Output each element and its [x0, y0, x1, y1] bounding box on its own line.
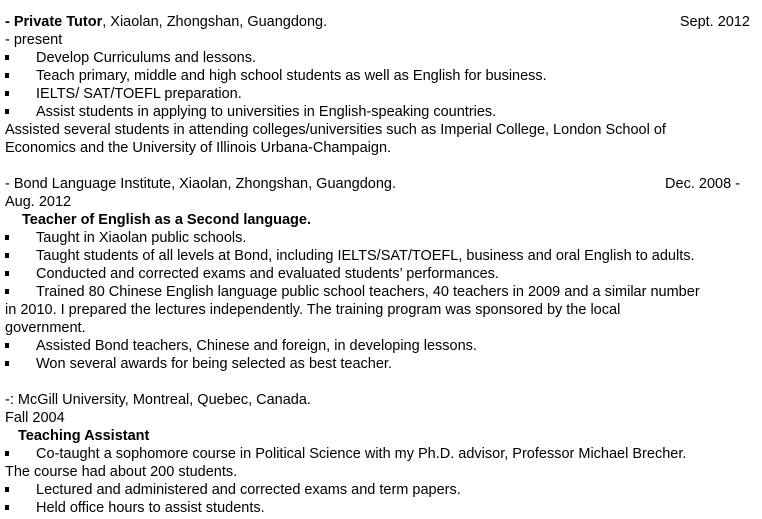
- list-item-text: Develop Curriculums and lessons.: [36, 50, 257, 66]
- bullet-icon: [5, 505, 9, 510]
- list-item-text: Conducted and corrected exams and evaluated students’ performances.: [36, 266, 499, 282]
- list-item-text: Co-taught a sophomore course in Political Science with my Ph.D. advisor, Professor Michael Brecher.: [36, 446, 687, 462]
- bullet-icon: [5, 271, 9, 276]
- bullet-icon: [5, 109, 9, 114]
- list-item-text: IELTS/ SAT/TOEFL preparation.: [36, 86, 242, 102]
- bullet-icon: [5, 289, 9, 294]
- bullet-icon: [5, 55, 9, 60]
- bullet-icon: [5, 235, 9, 240]
- job3-date: Fall 2004: [5, 410, 65, 426]
- list-item: [5, 481, 757, 499]
- job3-header: -: McGill University, Montreal, Quebec, Canada.: [5, 392, 311, 408]
- list-item: [5, 103, 757, 121]
- list-item-text: Won several awards for being selected as best teacher.: [36, 356, 392, 372]
- list-item: [5, 49, 757, 67]
- job1-date-cont: - present: [5, 32, 63, 48]
- bullet-icon: [5, 361, 9, 366]
- job2-header: [5, 175, 757, 193]
- job2-role: Teacher of English as a Second language.: [22, 212, 312, 228]
- job1-summary-line1: Assisted several students in attending colleges/universities such as Imperial College, London School of: [5, 122, 666, 138]
- list-item: [5, 247, 757, 265]
- list-item-text: Taught in Xiaolan public schools.: [36, 230, 247, 246]
- list-item: [5, 85, 757, 103]
- list-item: [5, 499, 757, 517]
- job1-header: [5, 13, 757, 31]
- bullet-icon: [5, 253, 9, 258]
- job3-bullet1-line2: The course had about 200 students.: [5, 464, 238, 480]
- list-item: [5, 67, 757, 85]
- job2-bullet4-line2: in 2010. I prepared the lectures independently. The training program was sponsored by the local: [5, 302, 621, 318]
- list-item-text: Teach primary, middle and high school students as well as English for business.: [36, 68, 547, 84]
- job2-header-text: - Bond Language Institute, Xiaolan, Zhongshan, Guangdong.: [5, 176, 396, 192]
- list-item: [5, 229, 757, 247]
- bullet-icon: [5, 487, 9, 492]
- list-item: [5, 337, 757, 355]
- job1-date: Sept. 2012: [679, 14, 750, 30]
- list-item: [5, 283, 757, 301]
- job1-title: Private Tutor: [13, 14, 103, 30]
- list-item: [5, 355, 757, 373]
- list-item: [5, 265, 757, 283]
- job3-role: Teaching Assistant: [18, 428, 150, 444]
- job2-date-cont: Aug. 2012: [5, 194, 72, 210]
- bullet-icon: [5, 451, 9, 456]
- list-item-text: Assist students in applying to universities in English-speaking countries.: [36, 104, 497, 120]
- list-item-text: Assisted Bond teachers, Chinese and foreign, in developing lessons.: [36, 338, 477, 354]
- list-item-text: Lectured and administered and corrected exams and term papers.: [36, 482, 461, 498]
- list-item-text: Trained 80 Chinese English language public school teachers, 40 teachers in 2009 and a similar number: [36, 284, 700, 300]
- bullet-icon: [5, 73, 9, 78]
- resume-section: [5, 13, 757, 517]
- job1-prefix: -: [5, 14, 14, 30]
- list-item-text: Held office hours to assist students.: [36, 500, 265, 516]
- job1-summary-line2: Economics and the University of Illinois Urbana-Champaign.: [5, 140, 392, 156]
- list-item-text: Taught students of all levels at Bond, including IELTS/SAT/TOEFL, business and oral English to adults.: [36, 248, 695, 264]
- job2-bullet4-line3: government.: [5, 320, 86, 336]
- bullet-icon: [5, 91, 9, 96]
- job2-date: Dec. 2008 -: [665, 176, 740, 192]
- bullet-icon: [5, 343, 9, 348]
- job1-location: , Xiaolan, Zhongshan, Guangdong.: [102, 14, 328, 30]
- list-item: [5, 445, 757, 463]
